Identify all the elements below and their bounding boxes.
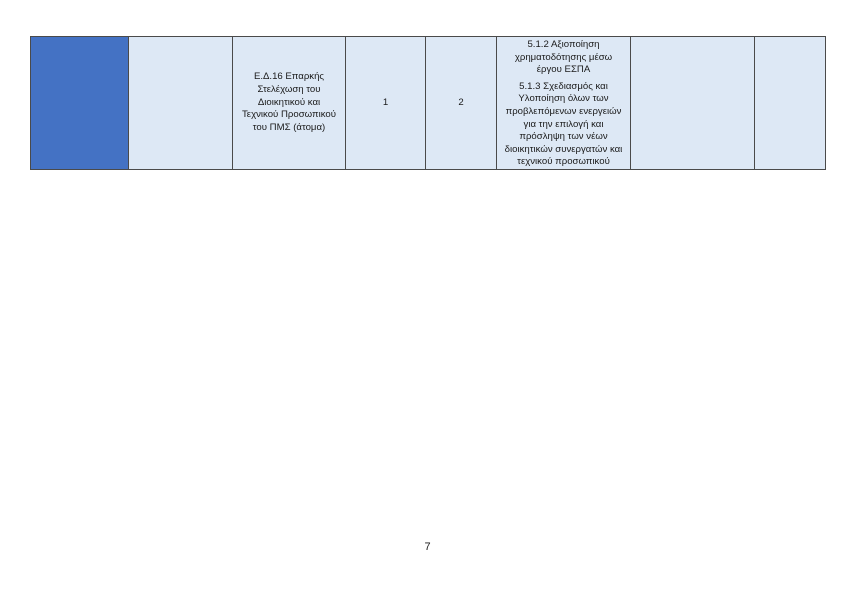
action-line: προβλεπόμενων ενεργειών [505, 105, 622, 117]
action-line: διοικητικών συνεργατών και [504, 143, 623, 155]
target-value-cell: 2 [426, 37, 497, 170]
indicator-cell [233, 37, 346, 170]
empty-cell [755, 37, 826, 170]
accent-cell [31, 37, 129, 170]
actions-cell [497, 37, 631, 170]
action-line: χρηματοδότησης μέσω [514, 51, 613, 63]
action-line: τεχνικού προσωπικού [517, 156, 610, 168]
page-number: 7 [424, 541, 431, 553]
empty-cell [129, 37, 233, 170]
indicator-line: Τεχνικού Προσωπικού [242, 109, 336, 121]
indicator-line: του ΠΜΣ (άτομα) [252, 121, 326, 133]
action-line: έργου ΕΣΠΑ [536, 64, 591, 76]
baseline-value-cell: 1 [346, 37, 426, 170]
table-container [30, 36, 825, 166]
action-line: πρόσληψη των νέων [519, 131, 608, 143]
indicator-table [30, 36, 826, 170]
empty-cell [631, 37, 755, 170]
indicator-line: Στελέχωση του [257, 84, 321, 96]
action-line: 5.1.3 Σχεδιασμός και [519, 80, 608, 92]
action-line: για την επιλογή και [523, 118, 604, 130]
table-row [31, 37, 826, 170]
indicator-line: Ε.Δ.16 Επαρκής [253, 71, 325, 83]
indicator-line: Διοικητικού και [257, 96, 321, 108]
action-line: Υλοποίηση όλων των [518, 93, 609, 105]
action-line: 5.1.2 Αξιοποίηση [527, 39, 600, 50]
